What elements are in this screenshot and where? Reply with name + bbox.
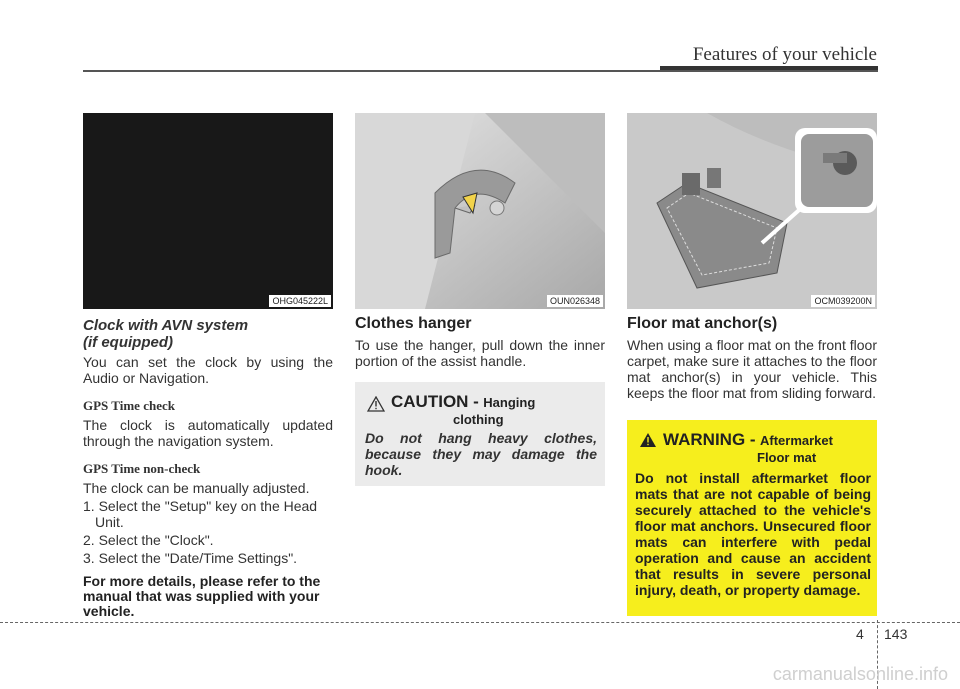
floor-mat-section [627, 113, 877, 401]
caution-sub2: clothing [453, 412, 504, 427]
warning-sub2: Floor mat [757, 450, 817, 465]
caution-text: Do not hang heavy clothes, because they may damage the hook. [365, 430, 597, 478]
hanger-figure [355, 113, 605, 309]
caution-heading [391, 392, 535, 427]
warning-sub1: Aftermarket [760, 433, 833, 448]
floor-mat-figure [627, 113, 877, 309]
clock-heading-line2: (if equipped) [83, 334, 173, 351]
page-number: 143 [884, 626, 908, 642]
clock-section [83, 113, 333, 619]
clock-heading [83, 317, 333, 351]
chapter-number: 4 [856, 626, 864, 642]
header-rule [83, 70, 878, 72]
clock-figure [83, 113, 333, 309]
floor-mat-illustration [627, 113, 877, 309]
floor-mat-heading: Floor mat anchor(s) [627, 315, 778, 332]
warning-heading [663, 430, 833, 465]
step-item: 3. Select the "Date/Time Settings". [83, 550, 298, 566]
clothes-hanger-text: To use the hanger, pull down the inner portion of the assist handle. [355, 337, 605, 369]
clothes-hanger-heading: Clothes hanger [355, 315, 472, 332]
footer-rule [0, 622, 960, 623]
figure-code: OUN026348 [547, 295, 603, 307]
warning-triangle-icon [639, 432, 657, 448]
step-item: 2. Select the "Clock". [83, 532, 214, 548]
gps-noncheck-text: The clock can be manually adjusted. [83, 480, 310, 496]
caution-box [355, 382, 605, 486]
clothes-hanger-section [355, 113, 605, 369]
gps-check-text: The clock is automatically updated through the navigation system. [83, 417, 333, 449]
more-details: For more details, please refer to the manual that was supplied with your vehicle. [83, 573, 321, 619]
gps-noncheck-title: GPS Time non-check [83, 461, 201, 476]
warning-box [627, 420, 877, 616]
caution-triangle-icon [367, 396, 385, 412]
watermark: carmanualsonline.info [772, 664, 948, 684]
caution-word: CAUTION - [391, 392, 479, 411]
caution-sub1: Hanging [483, 395, 536, 410]
running-header: Features of your vehicle [692, 44, 877, 65]
figure-code: OHG045222L [269, 295, 331, 307]
gps-check-title: GPS Time check [83, 398, 175, 413]
step-item: 1. Select the "Setup" key on the Head Unit. [83, 498, 318, 530]
clock-heading-line1: Clock with AVN system [83, 317, 249, 334]
warning-text: Do not install aftermarket floor mats that are not capable of being securely attached to the vehicle's floor mat anchors. Unsecured floor mats can interfere with pedal operation and cause an accident that results in severe personal injury, death, or property damage. [635, 470, 871, 598]
floor-mat-text: When using a floor mat on the front floor carpet, make sure it attaches to the floor mat anchor(s) in your vehicle. This keeps the floor mat from sliding forward. [627, 337, 877, 401]
clock-intro: You can set the clock by using the Audio or Navigation. [83, 354, 333, 386]
figure-code: OCM039200N [811, 295, 875, 307]
hanger-illustration [355, 113, 605, 309]
warning-word: WARNING - [663, 430, 756, 449]
